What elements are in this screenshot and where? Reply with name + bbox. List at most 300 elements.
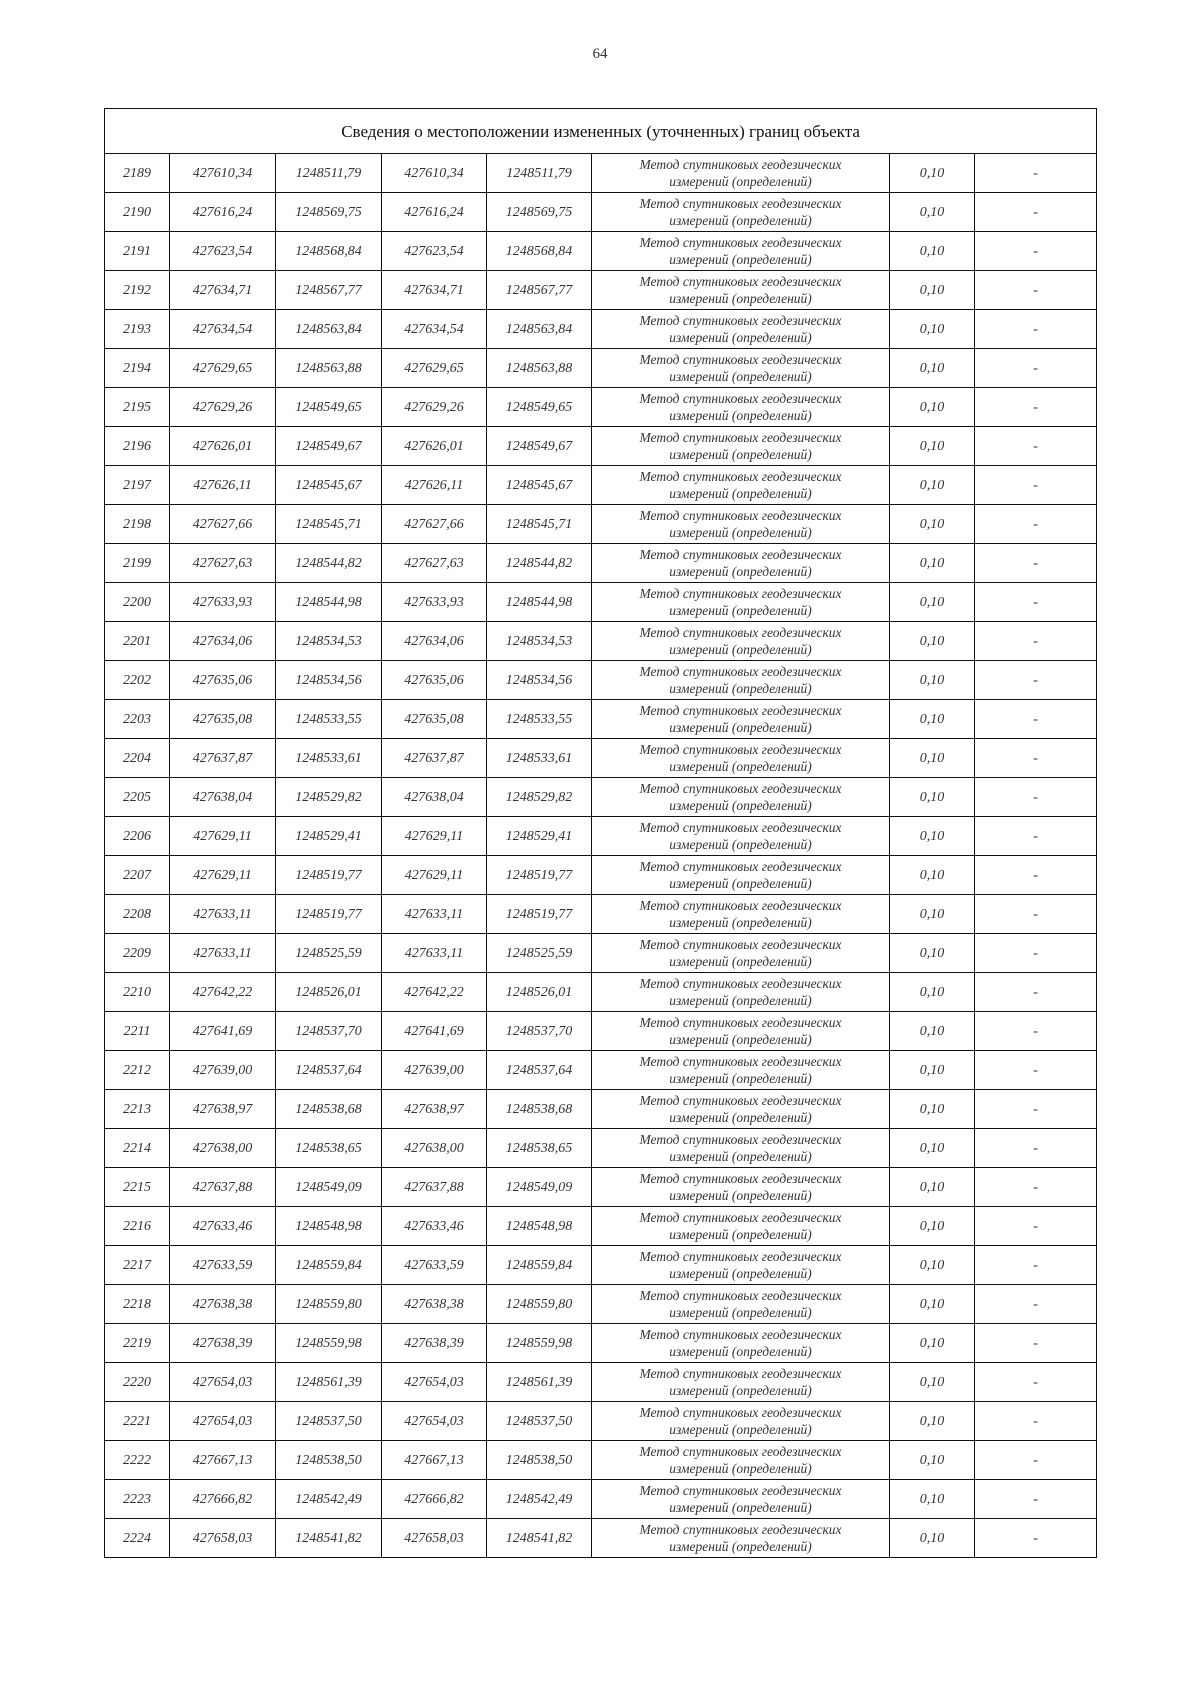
refined-y-cell: 1248538,68 xyxy=(487,1090,592,1129)
method-cell xyxy=(592,232,890,271)
refined-x-cell: 427634,71 xyxy=(382,271,487,310)
refined-y-cell: 1248544,82 xyxy=(487,544,592,583)
refined-y-cell: 1248548,98 xyxy=(487,1207,592,1246)
refined-x-cell: 427638,97 xyxy=(382,1090,487,1129)
method-cell xyxy=(592,193,890,232)
existing-x-cell: 427635,06 xyxy=(170,661,276,700)
table-row xyxy=(105,310,1097,349)
existing-x-cell: 427634,71 xyxy=(170,271,276,310)
table-row xyxy=(105,1012,1097,1051)
method-text-line1: Метод спутниковых геодезических xyxy=(639,664,842,679)
existing-y-cell: 1248511,79 xyxy=(276,154,382,193)
existing-y-cell: 1248533,55 xyxy=(276,700,382,739)
note-cell: - xyxy=(975,622,1097,661)
refined-y-cell: 1248549,65 xyxy=(487,388,592,427)
existing-y-cell: 1248549,09 xyxy=(276,1168,382,1207)
accuracy-cell: 0,10 xyxy=(890,1324,975,1363)
existing-x-cell: 427626,01 xyxy=(170,427,276,466)
method-text-line1: Метод спутниковых геодезических xyxy=(639,430,842,445)
existing-y-cell: 1248533,61 xyxy=(276,739,382,778)
method-text-line2: измерений (определений) xyxy=(669,252,812,267)
refined-x-cell: 427633,59 xyxy=(382,1246,487,1285)
point-number-cell: 2222 xyxy=(105,1441,170,1480)
point-number-cell: 2190 xyxy=(105,193,170,232)
existing-x-cell: 427637,87 xyxy=(170,739,276,778)
existing-x-cell: 427629,11 xyxy=(170,856,276,895)
method-text-line1: Метод спутниковых геодезических xyxy=(639,547,842,562)
refined-y-cell: 1248559,80 xyxy=(487,1285,592,1324)
refined-x-cell: 427642,22 xyxy=(382,973,487,1012)
accuracy-cell: 0,10 xyxy=(890,622,975,661)
method-text-line1: Метод спутниковых геодезических xyxy=(639,1249,842,1264)
point-number-cell: 2218 xyxy=(105,1285,170,1324)
method-cell xyxy=(592,1246,890,1285)
refined-y-cell: 1248529,82 xyxy=(487,778,592,817)
note-cell: - xyxy=(975,232,1097,271)
note-cell: - xyxy=(975,427,1097,466)
note-cell: - xyxy=(975,1285,1097,1324)
refined-y-cell: 1248561,39 xyxy=(487,1363,592,1402)
existing-x-cell: 427638,00 xyxy=(170,1129,276,1168)
accuracy-cell: 0,10 xyxy=(890,1012,975,1051)
table-row xyxy=(105,739,1097,778)
method-text-line1: Метод спутниковых геодезических xyxy=(639,1093,842,1108)
method-text-line1: Метод спутниковых геодезических xyxy=(639,625,842,640)
method-text-line2: измерений (определений) xyxy=(669,330,812,345)
table-row xyxy=(105,427,1097,466)
accuracy-cell: 0,10 xyxy=(890,1090,975,1129)
table-row xyxy=(105,154,1097,193)
existing-x-cell: 427633,93 xyxy=(170,583,276,622)
method-text-line1: Метод спутниковых геодезических xyxy=(639,742,842,757)
method-cell xyxy=(592,1207,890,1246)
note-cell: - xyxy=(975,1129,1097,1168)
note-cell: - xyxy=(975,466,1097,505)
existing-y-cell: 1248537,64 xyxy=(276,1051,382,1090)
refined-y-cell: 1248538,50 xyxy=(487,1441,592,1480)
point-number-cell: 2224 xyxy=(105,1519,170,1558)
existing-y-cell: 1248542,49 xyxy=(276,1480,382,1519)
table-row xyxy=(105,505,1097,544)
refined-x-cell: 427637,87 xyxy=(382,739,487,778)
method-cell xyxy=(592,310,890,349)
method-text-line2: измерений (определений) xyxy=(669,174,812,189)
method-cell xyxy=(592,349,890,388)
note-cell: - xyxy=(975,310,1097,349)
method-text-line2: измерений (определений) xyxy=(669,915,812,930)
refined-y-cell: 1248541,82 xyxy=(487,1519,592,1558)
existing-y-cell: 1248561,39 xyxy=(276,1363,382,1402)
table-row xyxy=(105,1519,1097,1558)
table-row xyxy=(105,895,1097,934)
note-cell: - xyxy=(975,271,1097,310)
method-cell xyxy=(592,1285,890,1324)
method-cell xyxy=(592,934,890,973)
refined-x-cell: 427626,01 xyxy=(382,427,487,466)
note-cell: - xyxy=(975,1480,1097,1519)
existing-x-cell: 427627,66 xyxy=(170,505,276,544)
table-row xyxy=(105,1129,1097,1168)
method-cell xyxy=(592,895,890,934)
note-cell: - xyxy=(975,1090,1097,1129)
method-text-line2: измерений (определений) xyxy=(669,1227,812,1242)
existing-y-cell: 1248544,98 xyxy=(276,583,382,622)
refined-y-cell: 1248511,79 xyxy=(487,154,592,193)
method-cell xyxy=(592,1441,890,1480)
existing-x-cell: 427634,06 xyxy=(170,622,276,661)
method-text-line2: измерений (определений) xyxy=(669,1188,812,1203)
point-number-cell: 2215 xyxy=(105,1168,170,1207)
method-text-line2: измерений (определений) xyxy=(669,1305,812,1320)
existing-x-cell: 427616,24 xyxy=(170,193,276,232)
method-cell xyxy=(592,1519,890,1558)
existing-y-cell: 1248559,98 xyxy=(276,1324,382,1363)
note-cell: - xyxy=(975,349,1097,388)
method-text-line1: Метод спутниковых геодезических xyxy=(639,1327,842,1342)
method-text-line1: Метод спутниковых геодезических xyxy=(639,352,842,367)
table-row xyxy=(105,388,1097,427)
table-row xyxy=(105,1051,1097,1090)
refined-x-cell: 427633,11 xyxy=(382,895,487,934)
note-cell: - xyxy=(975,583,1097,622)
note-cell: - xyxy=(975,1168,1097,1207)
accuracy-cell: 0,10 xyxy=(890,427,975,466)
method-text-line1: Метод спутниковых геодезических xyxy=(639,1132,842,1147)
method-text-line1: Метод спутниковых геодезических xyxy=(639,313,842,328)
page-number: 64 xyxy=(592,46,608,62)
method-text-line1: Метод спутниковых геодезических xyxy=(639,1015,842,1030)
existing-x-cell: 427627,63 xyxy=(170,544,276,583)
refined-x-cell: 427629,11 xyxy=(382,856,487,895)
note-cell: - xyxy=(975,778,1097,817)
accuracy-cell: 0,10 xyxy=(890,1519,975,1558)
note-cell: - xyxy=(975,661,1097,700)
accuracy-cell: 0,10 xyxy=(890,739,975,778)
existing-y-cell: 1248559,84 xyxy=(276,1246,382,1285)
refined-x-cell: 427658,03 xyxy=(382,1519,487,1558)
method-text-line2: измерений (определений) xyxy=(669,1383,812,1398)
table-row xyxy=(105,271,1097,310)
existing-x-cell: 427610,34 xyxy=(170,154,276,193)
existing-x-cell: 427634,54 xyxy=(170,310,276,349)
method-text-line1: Метод спутниковых геодезических xyxy=(639,703,842,718)
accuracy-cell: 0,10 xyxy=(890,1441,975,1480)
existing-x-cell: 427638,38 xyxy=(170,1285,276,1324)
existing-x-cell: 427639,00 xyxy=(170,1051,276,1090)
refined-x-cell: 427633,93 xyxy=(382,583,487,622)
refined-y-cell: 1248534,56 xyxy=(487,661,592,700)
method-text-line2: измерений (определений) xyxy=(669,291,812,306)
existing-y-cell: 1248519,77 xyxy=(276,856,382,895)
point-number-cell: 2211 xyxy=(105,1012,170,1051)
method-text-line1: Метод спутниковых геодезических xyxy=(639,937,842,952)
method-text-line2: измерений (определений) xyxy=(669,603,812,618)
refined-x-cell: 427629,26 xyxy=(382,388,487,427)
refined-y-cell: 1248549,67 xyxy=(487,427,592,466)
method-text-line1: Метод спутниковых геодезических xyxy=(639,781,842,796)
note-cell: - xyxy=(975,1402,1097,1441)
method-text-line2: измерений (определений) xyxy=(669,837,812,852)
refined-x-cell: 427638,00 xyxy=(382,1129,487,1168)
method-text-line1: Метод спутниковых геодезических xyxy=(639,898,842,913)
note-cell: - xyxy=(975,895,1097,934)
existing-x-cell: 427637,88 xyxy=(170,1168,276,1207)
note-cell: - xyxy=(975,544,1097,583)
table-row xyxy=(105,1324,1097,1363)
refined-x-cell: 427627,66 xyxy=(382,505,487,544)
existing-y-cell: 1248545,71 xyxy=(276,505,382,544)
refined-y-cell: 1248533,61 xyxy=(487,739,592,778)
existing-x-cell: 427654,03 xyxy=(170,1363,276,1402)
accuracy-cell: 0,10 xyxy=(890,1480,975,1519)
point-number-cell: 2207 xyxy=(105,856,170,895)
accuracy-cell: 0,10 xyxy=(890,505,975,544)
accuracy-cell: 0,10 xyxy=(890,544,975,583)
accuracy-cell: 0,10 xyxy=(890,583,975,622)
method-cell xyxy=(592,1168,890,1207)
point-number-cell: 2208 xyxy=(105,895,170,934)
note-cell: - xyxy=(975,1246,1097,1285)
refined-x-cell: 427654,03 xyxy=(382,1363,487,1402)
accuracy-cell: 0,10 xyxy=(890,349,975,388)
method-text-line2: измерений (определений) xyxy=(669,642,812,657)
method-text-line2: измерений (определений) xyxy=(669,681,812,696)
refined-x-cell: 427610,34 xyxy=(382,154,487,193)
method-text-line1: Метод спутниковых геодезических xyxy=(639,820,842,835)
point-number-cell: 2195 xyxy=(105,388,170,427)
accuracy-cell: 0,10 xyxy=(890,1285,975,1324)
method-cell xyxy=(592,973,890,1012)
method-text-line1: Метод спутниковых геодезических xyxy=(639,274,842,289)
existing-y-cell: 1248538,68 xyxy=(276,1090,382,1129)
table-row xyxy=(105,934,1097,973)
existing-x-cell: 427633,59 xyxy=(170,1246,276,1285)
existing-y-cell: 1248559,80 xyxy=(276,1285,382,1324)
point-number-cell: 2204 xyxy=(105,739,170,778)
method-text-line1: Метод спутниковых геодезических xyxy=(639,157,842,172)
method-cell xyxy=(592,1402,890,1441)
table-row xyxy=(105,817,1097,856)
table-title-row xyxy=(105,109,1097,154)
method-text-line2: измерений (определений) xyxy=(669,1500,812,1515)
method-text-line1: Метод спутниковых геодезических xyxy=(639,391,842,406)
accuracy-cell: 0,10 xyxy=(890,1402,975,1441)
refined-x-cell: 427654,03 xyxy=(382,1402,487,1441)
existing-y-cell: 1248538,50 xyxy=(276,1441,382,1480)
existing-x-cell: 427633,11 xyxy=(170,934,276,973)
accuracy-cell: 0,10 xyxy=(890,778,975,817)
refined-x-cell: 427616,24 xyxy=(382,193,487,232)
refined-y-cell: 1248519,77 xyxy=(487,895,592,934)
point-number-cell: 2196 xyxy=(105,427,170,466)
refined-y-cell: 1248567,77 xyxy=(487,271,592,310)
point-number-cell: 2194 xyxy=(105,349,170,388)
table-row xyxy=(105,1246,1097,1285)
refined-x-cell: 427629,11 xyxy=(382,817,487,856)
method-cell xyxy=(592,1480,890,1519)
accuracy-cell: 0,10 xyxy=(890,700,975,739)
refined-x-cell: 427629,65 xyxy=(382,349,487,388)
method-text-line2: измерений (определений) xyxy=(669,1461,812,1476)
note-cell: - xyxy=(975,856,1097,895)
note-cell: - xyxy=(975,973,1097,1012)
point-number-cell: 2217 xyxy=(105,1246,170,1285)
method-cell xyxy=(592,739,890,778)
method-cell xyxy=(592,1363,890,1402)
existing-y-cell: 1248529,82 xyxy=(276,778,382,817)
point-number-cell: 2216 xyxy=(105,1207,170,1246)
method-text-line2: измерений (определений) xyxy=(669,993,812,1008)
refined-x-cell: 427633,46 xyxy=(382,1207,487,1246)
method-text-line2: измерений (определений) xyxy=(669,1032,812,1047)
method-cell xyxy=(592,466,890,505)
method-cell xyxy=(592,583,890,622)
existing-y-cell: 1248534,53 xyxy=(276,622,382,661)
note-cell: - xyxy=(975,388,1097,427)
method-text-line2: измерений (определений) xyxy=(669,1422,812,1437)
refined-x-cell: 427641,69 xyxy=(382,1012,487,1051)
refined-y-cell: 1248533,55 xyxy=(487,700,592,739)
point-number-cell: 2214 xyxy=(105,1129,170,1168)
table-row xyxy=(105,1480,1097,1519)
method-cell xyxy=(592,817,890,856)
refined-y-cell: 1248537,70 xyxy=(487,1012,592,1051)
note-cell: - xyxy=(975,154,1097,193)
method-text-line1: Метод спутниковых геодезических xyxy=(639,1210,842,1225)
method-text-line2: измерений (определений) xyxy=(669,564,812,579)
method-text-line2: измерений (определений) xyxy=(669,1071,812,1086)
refined-y-cell: 1248542,49 xyxy=(487,1480,592,1519)
table-row xyxy=(105,1402,1097,1441)
existing-y-cell: 1248567,77 xyxy=(276,271,382,310)
existing-x-cell: 427638,39 xyxy=(170,1324,276,1363)
refined-y-cell: 1248569,75 xyxy=(487,193,592,232)
refined-y-cell: 1248538,65 xyxy=(487,1129,592,1168)
existing-x-cell: 427635,08 xyxy=(170,700,276,739)
method-text-line2: измерений (определений) xyxy=(669,720,812,735)
method-text-line1: Метод спутниковых геодезических xyxy=(639,859,842,874)
method-text-line2: измерений (определений) xyxy=(669,1539,812,1554)
accuracy-cell: 0,10 xyxy=(890,1168,975,1207)
refined-y-cell: 1248525,59 xyxy=(487,934,592,973)
existing-x-cell: 427638,97 xyxy=(170,1090,276,1129)
refined-y-cell: 1248537,50 xyxy=(487,1402,592,1441)
existing-y-cell: 1248537,70 xyxy=(276,1012,382,1051)
boundary-table xyxy=(104,108,1097,1558)
refined-y-cell: 1248519,77 xyxy=(487,856,592,895)
table-row xyxy=(105,661,1097,700)
method-text-line1: Метод спутниковых геодезических xyxy=(639,1483,842,1498)
method-text-line2: измерений (определений) xyxy=(669,876,812,891)
note-cell: - xyxy=(975,505,1097,544)
accuracy-cell: 0,10 xyxy=(890,271,975,310)
refined-x-cell: 427634,54 xyxy=(382,310,487,349)
method-cell xyxy=(592,622,890,661)
existing-y-cell: 1248568,84 xyxy=(276,232,382,271)
point-number-cell: 2213 xyxy=(105,1090,170,1129)
refined-x-cell: 427635,08 xyxy=(382,700,487,739)
accuracy-cell: 0,10 xyxy=(890,388,975,427)
method-cell xyxy=(592,1012,890,1051)
note-cell: - xyxy=(975,1012,1097,1051)
refined-y-cell: 1248568,84 xyxy=(487,232,592,271)
point-number-cell: 2199 xyxy=(105,544,170,583)
table-row xyxy=(105,1441,1097,1480)
table-row xyxy=(105,583,1097,622)
method-cell xyxy=(592,1324,890,1363)
point-number-cell: 2189 xyxy=(105,154,170,193)
method-cell xyxy=(592,544,890,583)
method-cell xyxy=(592,388,890,427)
method-cell xyxy=(592,154,890,193)
method-cell xyxy=(592,1129,890,1168)
table-row xyxy=(105,1090,1097,1129)
existing-y-cell: 1248529,41 xyxy=(276,817,382,856)
method-text-line1: Метод спутниковых геодезических xyxy=(639,1522,842,1537)
note-cell: - xyxy=(975,1324,1097,1363)
refined-y-cell: 1248529,41 xyxy=(487,817,592,856)
accuracy-cell: 0,10 xyxy=(890,1207,975,1246)
method-cell xyxy=(592,700,890,739)
point-number-cell: 2198 xyxy=(105,505,170,544)
refined-y-cell: 1248563,84 xyxy=(487,310,592,349)
refined-x-cell: 427635,06 xyxy=(382,661,487,700)
refined-x-cell: 427633,11 xyxy=(382,934,487,973)
refined-x-cell: 427634,06 xyxy=(382,622,487,661)
existing-x-cell: 427667,13 xyxy=(170,1441,276,1480)
refined-x-cell: 427626,11 xyxy=(382,466,487,505)
note-cell: - xyxy=(975,1207,1097,1246)
method-text-line1: Метод спутниковых геодезических xyxy=(639,976,842,991)
existing-y-cell: 1248525,59 xyxy=(276,934,382,973)
point-number-cell: 2212 xyxy=(105,1051,170,1090)
method-text-line1: Метод спутниковых геодезических xyxy=(639,586,842,601)
existing-x-cell: 427666,82 xyxy=(170,1480,276,1519)
refined-y-cell: 1248544,98 xyxy=(487,583,592,622)
method-text-line2: измерений (определений) xyxy=(669,1110,812,1125)
method-text-line2: измерений (определений) xyxy=(669,954,812,969)
existing-y-cell: 1248549,65 xyxy=(276,388,382,427)
table-row xyxy=(105,1168,1097,1207)
refined-x-cell: 427623,54 xyxy=(382,232,487,271)
method-cell xyxy=(592,661,890,700)
existing-y-cell: 1248545,67 xyxy=(276,466,382,505)
point-number-cell: 2200 xyxy=(105,583,170,622)
point-number-cell: 2223 xyxy=(105,1480,170,1519)
point-number-cell: 2210 xyxy=(105,973,170,1012)
existing-y-cell: 1248538,65 xyxy=(276,1129,382,1168)
method-cell xyxy=(592,1090,890,1129)
table-row xyxy=(105,856,1097,895)
existing-y-cell: 1248548,98 xyxy=(276,1207,382,1246)
method-text-line1: Метод спутниковых геодезических xyxy=(639,1288,842,1303)
point-number-cell: 2219 xyxy=(105,1324,170,1363)
refined-x-cell: 427666,82 xyxy=(382,1480,487,1519)
refined-y-cell: 1248526,01 xyxy=(487,973,592,1012)
method-text-line1: Метод спутниковых геодезических xyxy=(639,1366,842,1381)
refined-x-cell: 427667,13 xyxy=(382,1441,487,1480)
method-text-line2: измерений (определений) xyxy=(669,369,812,384)
method-cell xyxy=(592,271,890,310)
method-cell xyxy=(592,1051,890,1090)
existing-y-cell: 1248534,56 xyxy=(276,661,382,700)
existing-x-cell: 427641,69 xyxy=(170,1012,276,1051)
existing-x-cell: 427654,03 xyxy=(170,1402,276,1441)
point-number-cell: 2193 xyxy=(105,310,170,349)
accuracy-cell: 0,10 xyxy=(890,895,975,934)
accuracy-cell: 0,10 xyxy=(890,973,975,1012)
existing-y-cell: 1248541,82 xyxy=(276,1519,382,1558)
